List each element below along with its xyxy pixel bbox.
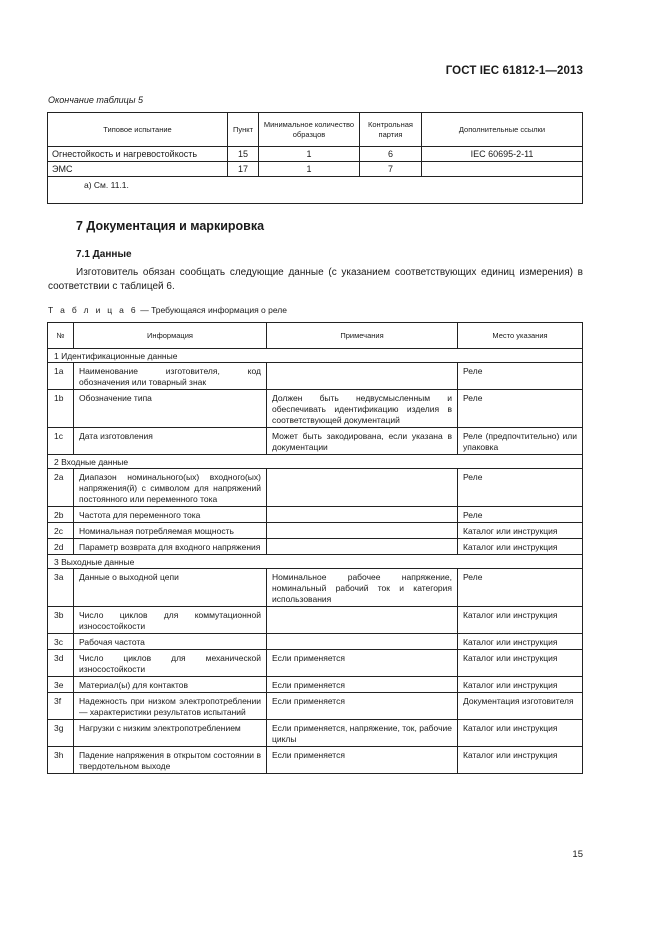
row-number: 3h [48, 747, 74, 774]
table-group-label: 2 Входные данные [48, 455, 583, 469]
row-note [267, 607, 458, 634]
row-note [267, 523, 458, 539]
row-info: Обозначение типа [74, 390, 267, 428]
row-info: Номинальная потребляемая мощность [74, 523, 267, 539]
row-info: Параметр возврата для входного напряжения [74, 539, 267, 555]
row-info: Дата изготовления [74, 428, 267, 455]
row-number: 3d [48, 650, 74, 677]
row-number: 1c [48, 428, 74, 455]
row-number: 3f [48, 693, 74, 720]
table-row [48, 363, 583, 390]
row-number: 3b [48, 607, 74, 634]
row-place: Каталог или инструкция [458, 539, 583, 555]
table-row [48, 539, 583, 555]
table-group-row [48, 455, 583, 469]
row-info: Рабочая частота [74, 634, 267, 650]
table-group-label: 1 Идентификационные данные [48, 349, 583, 363]
row-number: 3e [48, 677, 74, 693]
table-cell: 1 [259, 147, 360, 162]
row-note [267, 507, 458, 523]
table-row [48, 390, 583, 428]
table-cell: 1 [259, 162, 360, 177]
table5-header-control-lot: Контрольная партия [360, 113, 422, 147]
row-number: 1b [48, 390, 74, 428]
table6-header-place: Место указания [458, 323, 583, 349]
row-note [267, 539, 458, 555]
table5 [47, 112, 583, 204]
table-row [48, 507, 583, 523]
row-number: 2a [48, 469, 74, 507]
row-place: Каталог или инструкция [458, 720, 583, 747]
row-place: Документация изготовителя [458, 693, 583, 720]
row-place: Реле [458, 469, 583, 507]
table5-header-references: Дополнительные ссылки [422, 113, 583, 147]
row-place: Реле [458, 569, 583, 607]
table-cell: 7 [360, 162, 422, 177]
subsection-title: 7.1 Данные [76, 249, 132, 260]
row-number: 3a [48, 569, 74, 607]
table5-header-test: Типовое испытание [48, 113, 228, 147]
row-note [267, 469, 458, 507]
table6-header-number: № [48, 323, 74, 349]
row-place: Реле [458, 390, 583, 428]
page-number: 15 [572, 849, 583, 860]
table-cell: 6 [360, 147, 422, 162]
table-row [48, 607, 583, 634]
row-place: Реле (предпочтительно) или упаковка [458, 428, 583, 455]
table6-caption [48, 305, 287, 315]
row-place: Каталог или инструкция [458, 634, 583, 650]
row-note: Если применяется [267, 677, 458, 693]
document-id: ГОСТ IEC 61812-1—2013 [445, 65, 583, 77]
row-note [267, 634, 458, 650]
row-note [267, 363, 458, 390]
table-row [48, 162, 583, 177]
table5-header-clause: Пункт [228, 113, 259, 147]
table-group-label: 3 Выходные данные [48, 555, 583, 569]
table-cell [422, 162, 583, 177]
row-note: Если применяется [267, 693, 458, 720]
row-number: 3c [48, 634, 74, 650]
row-note: Если применяется [267, 747, 458, 774]
table-row [48, 650, 583, 677]
row-info: Диапазон номинального(ых) входного(ых) напряжения(й) с символом для напряжений постоянного или переменного тока [74, 469, 267, 507]
table-cell: IEC 60695-2-11 [422, 147, 583, 162]
table-cell: ЭМС [48, 162, 228, 177]
row-number: 2d [48, 539, 74, 555]
table-row [48, 523, 583, 539]
row-place: Реле [458, 363, 583, 390]
table-row [48, 747, 583, 774]
row-info: Надежность при низком электропотреблении — характеристики результатов испытаний [74, 693, 267, 720]
row-number: 1a [48, 363, 74, 390]
table-row [48, 569, 583, 607]
table-group-row [48, 349, 583, 363]
table-row [48, 428, 583, 455]
table5-footnote: а) См. 11.1. [48, 177, 583, 204]
body-paragraph: Изготовитель обязан сообщать следующие данные (с указанием соответствующих единиц измерения) в соответствии с таблицей 6. [48, 267, 583, 292]
row-note: Если применяется, напряжение, ток, рабочие циклы [267, 720, 458, 747]
row-info: Падение напряжения в открытом состоянии в твердотельном выходе [74, 747, 267, 774]
table6-caption-label: Т а б л и ц а 6 [48, 305, 138, 315]
table-cell: 15 [228, 147, 259, 162]
table6-header-row [48, 323, 583, 349]
row-info: Число циклов для коммутационной износостойкости [74, 607, 267, 634]
table-group-row [48, 555, 583, 569]
table-row [48, 634, 583, 650]
table6-body [48, 349, 583, 774]
row-note: Если применяется [267, 650, 458, 677]
table-cell: 17 [228, 162, 259, 177]
table5-header-min-samples: Минимальное количество образцов [259, 113, 360, 147]
table6-header-notes: Примечания [267, 323, 458, 349]
row-place: Каталог или инструкция [458, 747, 583, 774]
table-cell: Огнестойкость и нагревостойкость [48, 147, 228, 162]
row-place: Каталог или инструкция [458, 650, 583, 677]
row-info: Материал(ы) для контактов [74, 677, 267, 693]
table5-footnote-row [48, 177, 583, 204]
row-info: Число циклов для механической износостойкости [74, 650, 267, 677]
table5-caption: Окончание таблицы 5 [48, 95, 143, 105]
table-row [48, 147, 583, 162]
table-row [48, 469, 583, 507]
row-number: 2c [48, 523, 74, 539]
row-note: Номинальное рабочее напряжение, номинальный рабочий ток и категория использования [267, 569, 458, 607]
row-info: Частота для переменного тока [74, 507, 267, 523]
row-note: Может быть закодирована, если указана в документации [267, 428, 458, 455]
row-place: Реле [458, 507, 583, 523]
row-place: Каталог или инструкция [458, 607, 583, 634]
row-info: Данные о выходной цепи [74, 569, 267, 607]
section-title: 7 Документация и маркировка [76, 219, 265, 233]
table6-header-info: Информация [74, 323, 267, 349]
row-number: 2b [48, 507, 74, 523]
table-row [48, 720, 583, 747]
row-note: Должен быть недвусмысленным и обеспечивать идентификацию изделия в соответствующей документаций [267, 390, 458, 428]
table-row [48, 677, 583, 693]
table-row [48, 693, 583, 720]
row-number: 3g [48, 720, 74, 747]
row-info: Нагрузки с низким электропотреблением [74, 720, 267, 747]
row-place: Каталог или инструкция [458, 523, 583, 539]
row-info: Наименование изготовителя, код обозначения или товарный знак [74, 363, 267, 390]
table5-header-row [48, 113, 583, 147]
table6 [47, 322, 583, 774]
row-place: Каталог или инструкция [458, 677, 583, 693]
table6-caption-title: — Требующаяся информация о реле [137, 305, 287, 315]
